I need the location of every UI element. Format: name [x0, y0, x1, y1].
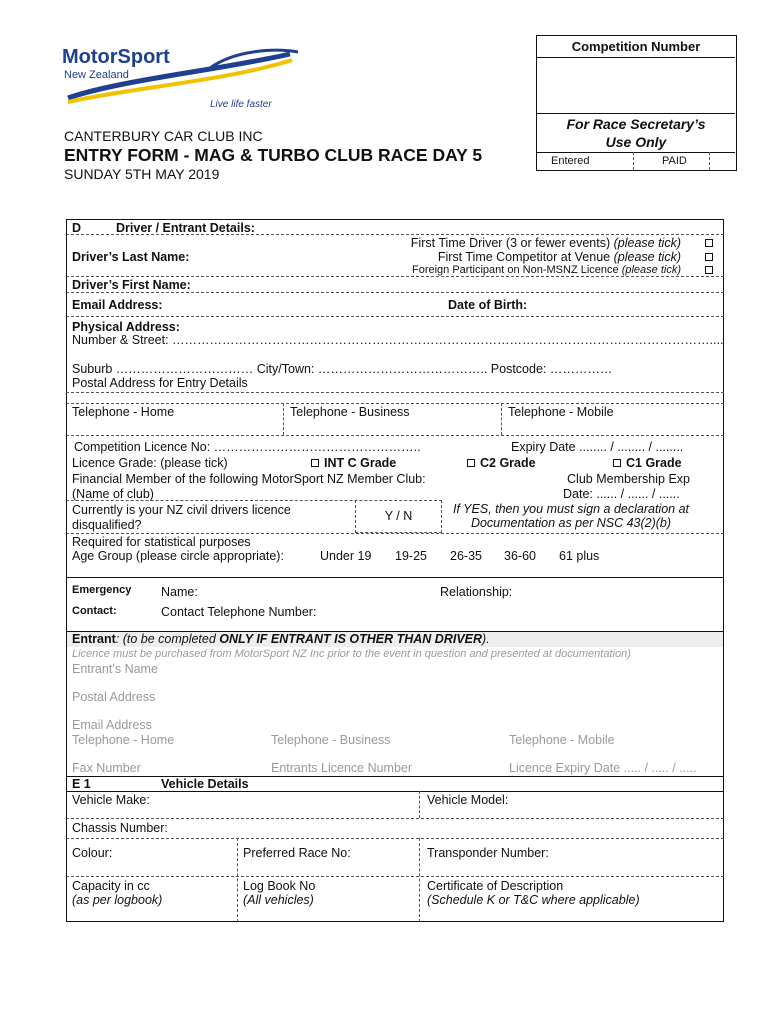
competition-number-label: Competition Number	[571, 39, 701, 54]
entrant-label: Entrant	[72, 632, 116, 646]
suburb-line: Suburb …………………………… City/Town: ………………………………….. Postcode: ……………	[72, 362, 613, 376]
entrant-note: Entrant: (to be completed ONLY IF ENTRANT IS OTHER THAN DRIVER).	[72, 632, 490, 646]
tel-home-label: Telephone - Home	[72, 405, 175, 419]
transponder-number-label: Transponder Number:	[427, 846, 549, 860]
secretary-box	[536, 35, 737, 171]
tel-business-label: Telephone - Business	[290, 405, 410, 419]
yes-no-options: Y / N	[384, 509, 413, 523]
age-option-36-60[interactable]: 36-60	[504, 549, 536, 563]
paid-label: PAID	[662, 155, 687, 167]
statistical-purposes-label: Required for statistical purposes	[72, 535, 251, 549]
entrant-postal-label: Postal Address	[72, 690, 156, 704]
logo-brand: MotorSport	[62, 46, 170, 68]
logo-tagline: Live life faster	[210, 99, 272, 110]
civil-licence-question: Currently is your NZ civil drivers licence	[72, 503, 291, 517]
yes-no-box[interactable]	[355, 500, 442, 533]
certificate-note: (Schedule K or T&C where applicable)	[427, 893, 640, 907]
club-membership-exp-label: Club Membership Exp	[567, 472, 690, 486]
emergency-phone-label: Contact Telephone Number:	[161, 605, 317, 619]
c2-grade-checkbox[interactable]	[467, 459, 475, 467]
first-time-driver-row: First Time Driver (3 or fewer events) (please tick)	[410, 236, 681, 250]
preferred-race-no-label: Preferred Race No:	[243, 846, 351, 860]
entrant-tel-business-label: Telephone - Business	[271, 733, 391, 747]
club-name: CANTERBURY CAR CLUB INC	[64, 128, 263, 144]
competition-licence-label: Competition Licence No: …………………………………………..	[74, 440, 421, 454]
entrant-tel-home-label: Telephone - Home	[72, 733, 175, 747]
entrant-licence-expiry-label: Licence Expiry Date ..... / ..... / .....	[509, 761, 697, 775]
motorsport-logo	[60, 40, 300, 115]
age-option-under-19[interactable]: Under 19	[320, 549, 372, 563]
c1-grade-label: C1 Grade	[626, 456, 682, 470]
age-option-19-25[interactable]: 19-25	[395, 549, 427, 563]
entrant-tel-mobile-label: Telephone - Mobile	[509, 733, 615, 747]
entrant-section	[66, 647, 724, 776]
emergency-label: Emergency	[72, 584, 132, 596]
capacity-label: Capacity in cc	[72, 879, 150, 893]
first-time-competitor-row: First Time Competitor at Venue (please tick)	[437, 250, 681, 264]
age-option-61-plus[interactable]: 61 plus	[559, 549, 600, 563]
physical-address-label: Physical Address:	[72, 320, 180, 334]
capacity-note: (as per logbook)	[72, 893, 163, 907]
postal-address-label: Postal Address for Entry Details	[72, 376, 248, 390]
event-date: SUNDAY 5TH MAY 2019	[64, 166, 220, 182]
driver-section-title: Driver / Entrant Details:	[116, 221, 255, 235]
section-letter-d: D	[72, 221, 82, 235]
logbook-label: Log Book No	[243, 879, 316, 893]
dob-label: Date of Birth:	[448, 298, 528, 312]
name-of-club-label: (Name of club)	[72, 487, 154, 501]
entrants-name-label: Entrant’s Name	[72, 662, 158, 676]
drivers-last-name-label: Driver’s Last Name:	[72, 250, 190, 264]
street-line: Number & Street: …………………………………………………………………………………………………………………....	[72, 333, 724, 347]
int-c-grade-checkbox[interactable]	[311, 459, 319, 467]
emergency-relationship-label: Relationship:	[440, 585, 513, 599]
certificate-label: Certificate of Description	[427, 879, 564, 893]
age-option-26-35[interactable]: 26-35	[450, 549, 482, 563]
foreign-participant-row: Foreign Participant on Non-MSNZ Licence (please tick)	[411, 264, 681, 276]
logo-region: New Zealand	[64, 69, 129, 81]
c1-grade-checkbox[interactable]	[613, 459, 621, 467]
contact-label: Contact:	[72, 605, 117, 617]
c2-grade-label: C2 Grade	[480, 456, 536, 470]
entrant-fax-label: Fax Number	[72, 761, 141, 775]
first-time-driver-checkbox[interactable]	[705, 239, 713, 247]
first-time-competitor-checkbox[interactable]	[705, 253, 713, 261]
civil-licence-question-2: disqualified?	[72, 518, 142, 532]
expiry-date-label: Expiry Date ........ / ........ / ........	[511, 440, 684, 454]
email-label: Email Address:	[72, 298, 163, 312]
section-code-e1: E 1	[72, 777, 91, 791]
emergency-name-label: Name:	[161, 585, 198, 599]
licence-grade-label: Licence Grade: (please tick)	[72, 456, 228, 470]
if-yes-note: If YES, then you must sign a declaration at	[452, 502, 690, 516]
if-yes-note-2: Documentation as per NSC 43(2)(b)	[470, 516, 672, 530]
logbook-note: (All vehicles)	[243, 893, 314, 907]
vehicle-section-title: Vehicle Details	[161, 777, 249, 791]
tel-mobile-label: Telephone - Mobile	[508, 405, 614, 419]
entrants-licence-label: Entrants Licence Number	[271, 761, 413, 775]
licence-purchase-note: Licence must be purchased from MotorSport NZ Inc prior to the event in question and presented at documentation)	[72, 648, 631, 660]
page-title: ENTRY FORM - MAG & TURBO CLUB RACE DAY 5	[64, 145, 483, 165]
club-membership-date: Date: ...... / ...... / ......	[563, 487, 680, 501]
for-race-secretary: For Race Secretary’s	[566, 116, 706, 132]
colour-label: Colour:	[72, 846, 113, 860]
entered-label: Entered	[551, 155, 590, 167]
use-only: Use Only	[605, 134, 667, 150]
vehicle-model-label: Vehicle Model:	[427, 793, 509, 807]
age-group-label: Age Group (please circle appropriate):	[72, 549, 284, 563]
entrant-email-label: Email Address	[72, 718, 152, 732]
competition-number-header	[537, 36, 735, 58]
competition-number-field[interactable]	[537, 58, 735, 114]
chassis-number-label: Chassis Number:	[72, 821, 168, 835]
foreign-participant-checkbox[interactable]	[705, 266, 713, 274]
vehicle-make-label: Vehicle Make:	[72, 793, 150, 807]
financial-member-label: Financial Member of the following MotorSport NZ Member Club:	[72, 472, 426, 486]
drivers-first-name-label: Driver’s First Name:	[72, 278, 191, 292]
int-c-grade-label: INT C Grade	[324, 456, 397, 470]
